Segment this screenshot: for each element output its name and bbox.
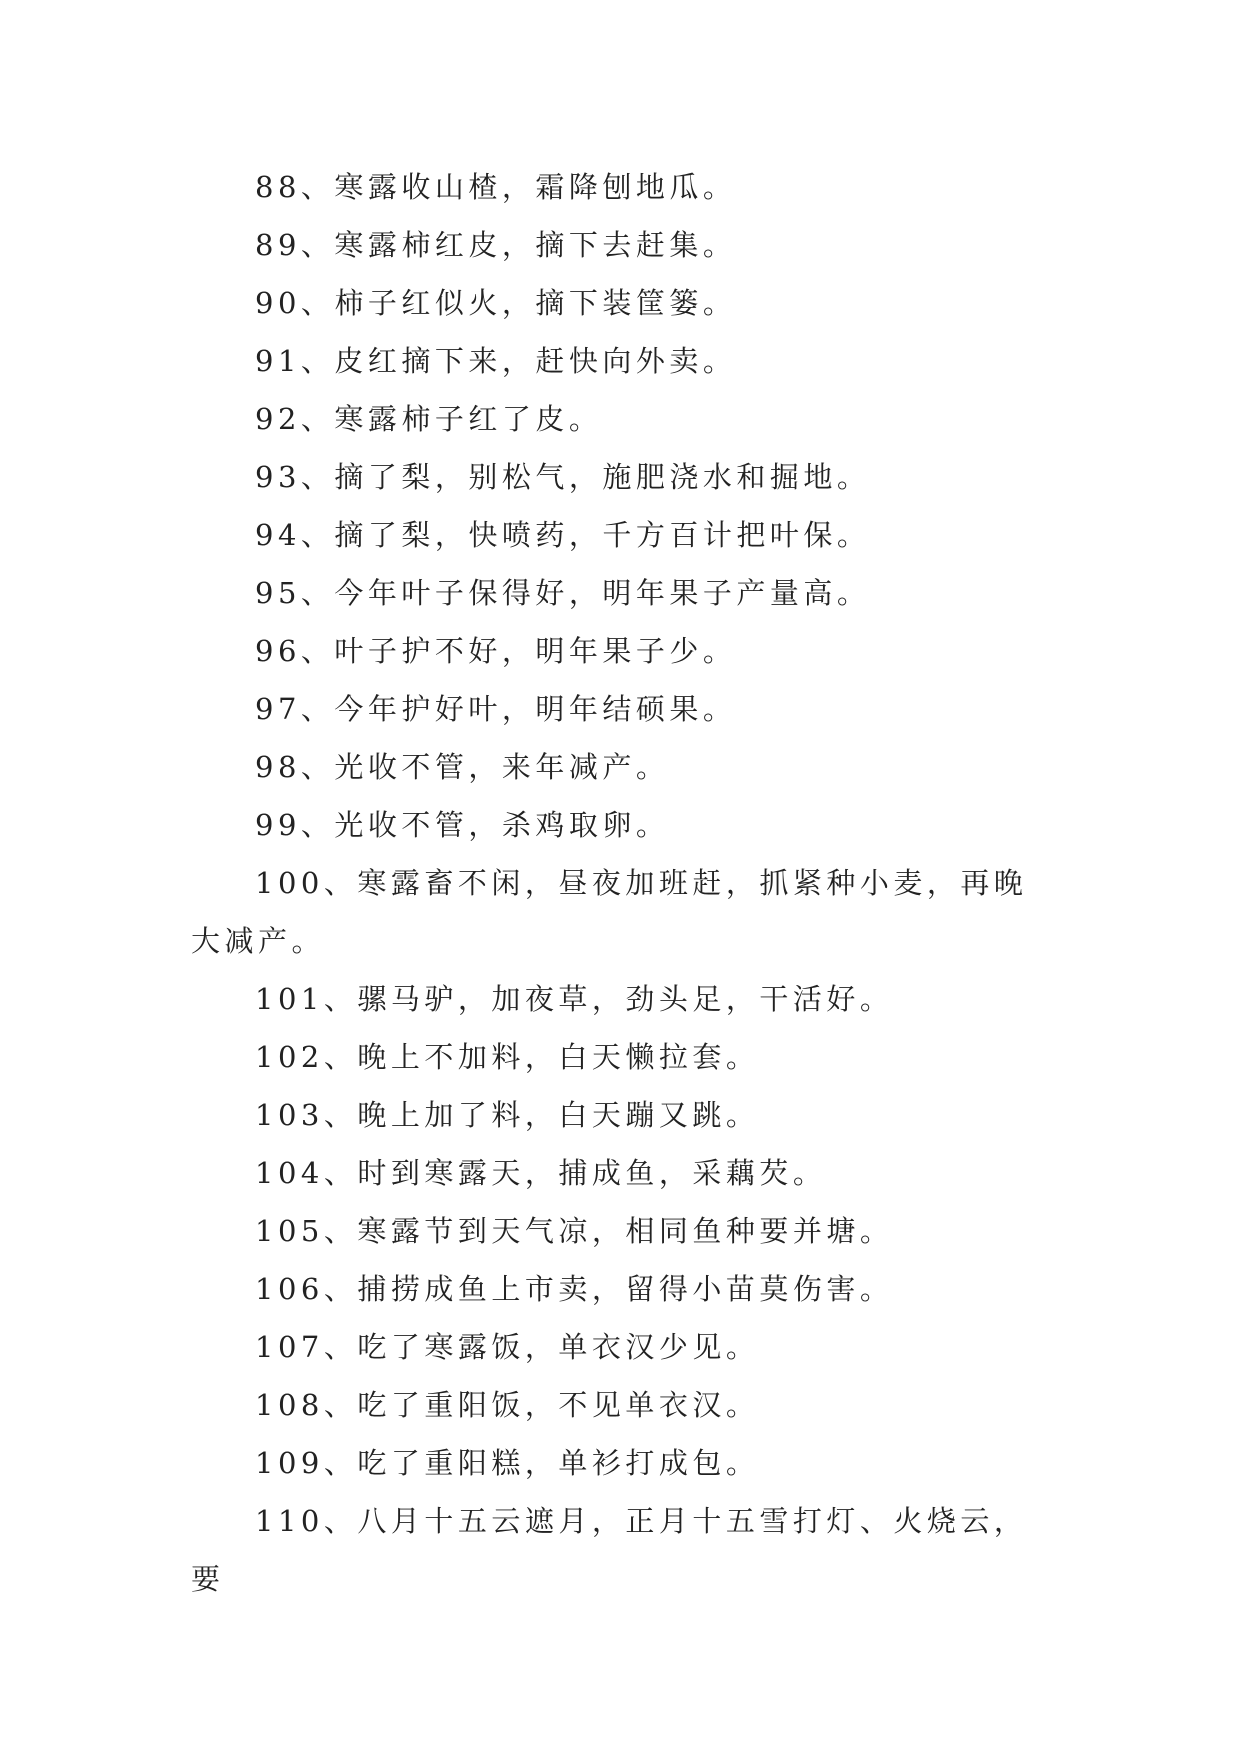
proverb-line-89: 89、寒露柿红皮，摘下去赶集。 (255, 228, 737, 262)
proverb-line-96: 96、叶子护不好，明年果子少。 (255, 634, 737, 668)
proverb-line-97: 97、今年护好叶，明年结硕果。 (255, 692, 737, 726)
proverb-line-98: 98、光收不管，来年减产。 (255, 750, 670, 784)
proverb-line-110: 110、八月十五云遮月，正月十五雪打灯、火烧云，要 (191, 1504, 1028, 1596)
proverb-line-106: 106、捕捞成鱼上市卖，留得小苗莫伤害。 (255, 1272, 894, 1306)
proverb-line-104: 104、时到寒露天，捕成鱼，采藕芡。 (255, 1156, 827, 1190)
proverb-line-101: 101、骡马驴，加夜草，劲头足，干活好。 (255, 982, 894, 1016)
proverb-line-103: 103、晚上加了料，白天蹦又跳。 (255, 1098, 760, 1132)
document-body (191, 158, 1051, 1608)
proverb-line-92: 92、寒露柿子红了皮。 (255, 402, 603, 436)
proverb-line-94: 94、摘了梨，快喷药，千方百计把叶保。 (255, 518, 871, 552)
proverb-line-88: 88、寒露收山楂，霜降刨地瓜。 (255, 170, 737, 204)
proverb-line-105: 105、寒露节到天气凉，相同鱼种要并塘。 (255, 1214, 894, 1248)
proverb-line-109: 109、吃了重阳糕，单衫打成包。 (255, 1446, 760, 1480)
proverb-line-95: 95、今年叶子保得好，明年果子产量高。 (255, 576, 871, 610)
proverb-line-90: 90、柿子红似火，摘下装筐篓。 (255, 286, 737, 320)
proverb-line-107: 107、吃了寒露饭，单衣汉少见。 (255, 1330, 760, 1364)
proverb-line-102: 102、晚上不加料，白天懒拉套。 (255, 1040, 760, 1074)
proverb-line-100: 100、寒露畜不闲，昼夜加班赶，抓紧种小麦，再晚大减产。 (191, 866, 1028, 958)
proverb-line-108: 108、吃了重阳饭，不见单衣汉。 (255, 1388, 760, 1422)
proverb-line-99: 99、光收不管，杀鸡取卵。 (255, 808, 670, 842)
proverb-line-93: 93、摘了梨，别松气，施肥浇水和掘地。 (255, 460, 871, 494)
proverb-line-91: 91、皮红摘下来，赶快向外卖。 (255, 344, 737, 378)
